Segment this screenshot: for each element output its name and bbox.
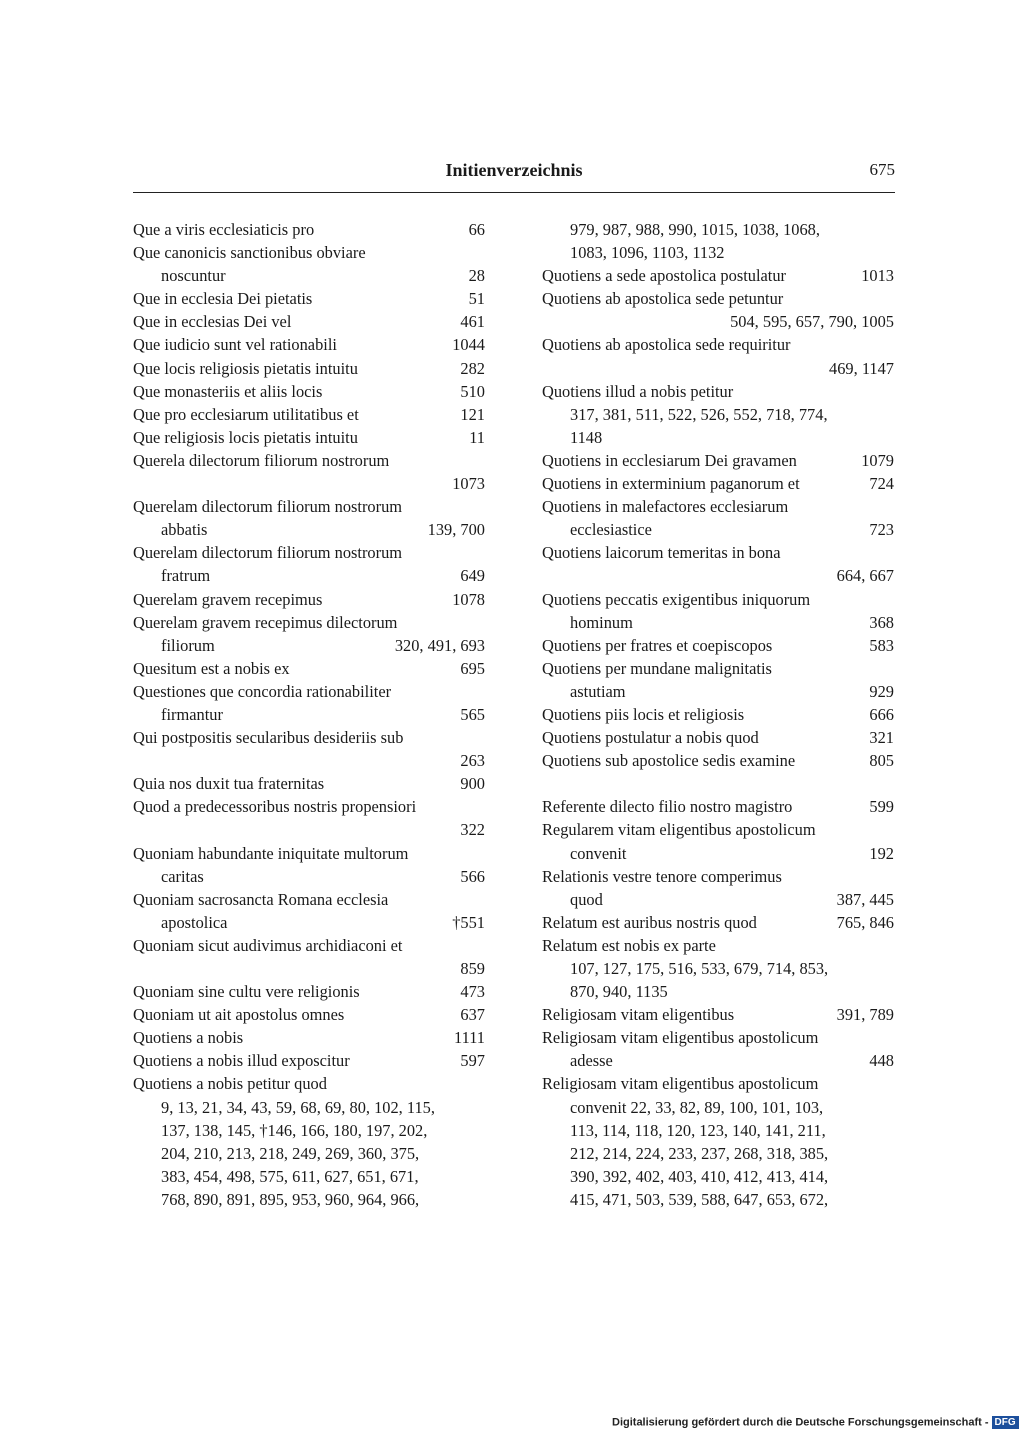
charter-number-list-line: 768, 890, 891, 895, 953, 960, 964, 966, xyxy=(161,1189,420,1209)
incipit-text: Quotiens illud a nobis petitur xyxy=(542,381,734,401)
entry-continuation-line xyxy=(133,865,485,888)
charter-number-list-line: 204, 210, 213, 218, 249, 269, 360, 375, xyxy=(161,1143,420,1163)
index-entry xyxy=(133,934,485,980)
section-gap xyxy=(542,772,894,795)
index-entry xyxy=(133,1003,485,1026)
incipit-text: Quotiens piis locis et religiosis xyxy=(542,704,745,724)
entry-first-line xyxy=(133,888,485,911)
charter-number: 1111 xyxy=(448,1026,485,1049)
index-entry xyxy=(542,634,894,657)
entry-first-line xyxy=(542,818,894,841)
entry-continuation-line xyxy=(133,518,485,541)
index-entry xyxy=(133,1072,485,1211)
incipit-text: Referente dilecto filio nostro magistro xyxy=(542,797,793,817)
charter-number: 1079 xyxy=(855,449,894,472)
entry-first-line xyxy=(133,310,485,333)
index-entry xyxy=(133,495,485,541)
entry-continuation-line xyxy=(542,888,894,911)
entry-first-line xyxy=(133,657,485,680)
entry-continuation-line xyxy=(133,264,485,287)
incipit-continuation: filiorum xyxy=(161,635,215,655)
incipit-text: Que a viris ecclesiaticis pro xyxy=(133,220,315,239)
charter-number-list-line: 317, 381, 511, 522, 526, 552, 718, 774, xyxy=(570,404,828,424)
entry-first-line xyxy=(133,541,485,564)
index-entry xyxy=(133,795,485,841)
entry-continuation-line xyxy=(542,680,894,703)
index-entry xyxy=(133,1049,485,1072)
index-entry xyxy=(542,380,894,449)
index-entry xyxy=(133,888,485,934)
index-entry xyxy=(133,726,485,772)
entry-first-line xyxy=(133,287,485,310)
index-entry xyxy=(133,842,485,888)
entry-first-line xyxy=(542,657,894,680)
charter-numbers-right: 1073 xyxy=(452,474,485,494)
incipit-continuation: caritas xyxy=(161,866,204,886)
charter-number: 11 xyxy=(463,426,485,449)
dfg-logo: DFG xyxy=(992,1416,1019,1429)
index-entry xyxy=(542,588,894,634)
incipit-text: Que religiosis locis pietatis intuitu xyxy=(133,427,358,447)
charter-number: 723 xyxy=(863,518,894,541)
charter-number-list-line: 107, 127, 175, 516, 533, 679, 714, 853, xyxy=(570,959,829,978)
index-entry xyxy=(133,657,485,680)
incipit-text: Quesitum est a nobis ex xyxy=(133,658,290,678)
incipit-text: Que iudicio sunt vel rationabili xyxy=(133,335,337,355)
footer-text: Digitalisierung gefördert durch die Deutsche Forschungsgemeinschaft - xyxy=(612,1416,989,1429)
index-entry xyxy=(542,333,894,379)
charter-number: 1078 xyxy=(446,588,485,611)
charter-number-list-line: 415, 471, 503, 539, 588, 647, 653, 672, xyxy=(570,1189,829,1209)
charter-number: 724 xyxy=(863,472,894,495)
index-entry xyxy=(542,495,894,541)
incipit-text: Qui postpositis secularibus desideriis sub xyxy=(133,728,404,748)
charter-numbers-right: 263 xyxy=(460,751,485,771)
incipit-text: Quotiens per mundane malignitatis xyxy=(542,658,772,678)
charter-number: †551 xyxy=(446,911,485,934)
index-entry xyxy=(542,934,894,1003)
incipit-text: Que pro ecclesiarum utilitatibus et xyxy=(133,404,359,424)
incipit-text: Relatum est nobis ex parte xyxy=(542,935,716,955)
charter-numbers-right: 469, 1147 xyxy=(829,358,894,378)
index-entry xyxy=(133,541,485,587)
incipit-continuation: noscuntur xyxy=(161,266,226,286)
index-entry xyxy=(133,680,485,726)
entry-first-line xyxy=(542,634,894,657)
charter-number-list-line: 113, 114, 118, 120, 123, 140, 141, 211, xyxy=(570,1120,826,1140)
entry-first-line xyxy=(133,842,485,865)
index-entry xyxy=(542,795,894,818)
incipit-text: Quotiens a nobis xyxy=(133,1028,244,1048)
index-entry xyxy=(542,1072,894,1211)
entry-first-line xyxy=(133,403,485,426)
charter-numbers-right: 504, 595, 657, 790, 1005 xyxy=(730,312,894,332)
entry-first-line xyxy=(133,495,485,518)
entry-first-line xyxy=(542,911,894,934)
incipit-text: Quotiens ab apostolica sede requiritur xyxy=(542,335,791,355)
incipit-continuation: hominum xyxy=(570,612,633,632)
incipit-text: Quotiens per fratres et coepiscopos xyxy=(542,635,773,655)
entry-first-line xyxy=(133,380,485,403)
index-entry xyxy=(542,726,894,749)
charter-number: 51 xyxy=(463,287,485,310)
entry-first-line xyxy=(542,726,894,749)
charter-number: 1044 xyxy=(446,333,485,356)
charter-number: 192 xyxy=(863,842,894,865)
charter-number: 649 xyxy=(454,564,485,587)
entry-first-line xyxy=(542,1003,894,1026)
entry-first-line xyxy=(133,772,485,795)
incipit-text: Religiosam vitam eligentibus apostolicum xyxy=(542,1028,819,1048)
index-entry xyxy=(133,611,485,657)
entry-first-line xyxy=(542,795,894,818)
incipit-text: Quotiens a nobis petitur quod xyxy=(133,1074,327,1094)
entry-first-line xyxy=(133,934,485,957)
page-title: Initienverzeichnis xyxy=(445,160,583,180)
incipit-continuation: quod xyxy=(570,889,603,909)
incipit-continuation: fratrum xyxy=(161,566,211,586)
incipit-text: Que canonicis sanctionibus obviare xyxy=(133,243,366,263)
incipit-continuation: firmantur xyxy=(161,704,223,724)
entry-first-line xyxy=(542,1072,894,1095)
entry-first-line xyxy=(542,264,894,287)
index-entry xyxy=(133,241,485,287)
incipit-text: Quoniam sine cultu vere religionis xyxy=(133,982,360,1002)
charter-number-list-line: 1148 xyxy=(570,427,603,447)
incipit-text: Quoniam habundante iniquitate multorum xyxy=(133,843,409,863)
entry-first-line xyxy=(542,934,894,957)
incipit-text: Quotiens in exterminium paganorum et xyxy=(542,474,800,494)
index-entry xyxy=(542,911,894,934)
entry-continuation-line xyxy=(542,1049,894,1072)
incipit-text: Relationis vestre tenore comperimus xyxy=(542,866,782,886)
index-entry xyxy=(542,449,894,472)
index-entry xyxy=(542,218,894,264)
incipit-text: Quotiens a nobis illud exposcitur xyxy=(133,1051,350,1071)
entry-first-line xyxy=(542,1026,894,1049)
index-entry xyxy=(542,1026,894,1072)
index-entry xyxy=(542,703,894,726)
charter-number: 282 xyxy=(454,357,485,380)
incipit-continuation: apostolica xyxy=(161,912,228,932)
charter-number: 321 xyxy=(863,726,894,749)
entry-first-line xyxy=(542,449,894,472)
entry-first-line xyxy=(542,495,894,518)
charter-number: 637 xyxy=(454,1003,485,1026)
incipit-continuation: convenit xyxy=(570,843,627,863)
incipit-text: Quod a predecessoribus nostris propensiori xyxy=(133,797,417,817)
charter-number: 566 xyxy=(454,865,485,888)
incipit-text: Quotiens in ecclesiarum Dei gravamen xyxy=(542,450,797,470)
index-entry xyxy=(542,657,894,703)
charter-number-list-line: 870, 940, 1135 xyxy=(570,982,668,1002)
charter-number-list-line: 390, 392, 402, 403, 410, 412, 413, 414, xyxy=(570,1166,829,1186)
entry-continuation-line xyxy=(133,634,485,657)
index-entry xyxy=(133,772,485,795)
entry-first-line xyxy=(133,588,485,611)
index-entry xyxy=(542,749,894,772)
charter-number-list-line: convenit 22, 33, 82, 89, 100, 101, 103, xyxy=(570,1097,824,1117)
charter-number: 320, 491, 693 xyxy=(389,634,485,657)
incipit-text: Quotiens peccatis exigentibus iniquorum xyxy=(542,589,811,609)
charter-number-list-line: 212, 214, 224, 233, 237, 268, 318, 385, xyxy=(570,1143,829,1163)
index-entry xyxy=(133,1026,485,1049)
index-entry xyxy=(542,287,894,333)
charter-number: 28 xyxy=(463,264,485,287)
entry-first-line xyxy=(542,380,894,403)
charter-number: 473 xyxy=(454,980,485,1003)
incipit-text: Regularem vitam eligentibus apostolicum xyxy=(542,820,816,840)
index-entry xyxy=(133,426,485,449)
charter-number: 900 xyxy=(454,772,485,795)
entry-first-line xyxy=(133,1049,485,1072)
incipit-text: Quoniam sacrosancta Romana ecclesia xyxy=(133,889,389,909)
index-entry xyxy=(542,818,894,864)
incipit-continuation: abbatis xyxy=(161,520,208,540)
charter-number: 139, 700 xyxy=(422,518,485,541)
entry-first-line xyxy=(133,1003,485,1026)
entry-first-line xyxy=(542,541,894,564)
entry-continuation-line xyxy=(133,911,485,934)
entry-first-line xyxy=(133,795,485,818)
charter-number-list-line: 383, 454, 498, 575, 611, 627, 651, 671, xyxy=(161,1166,419,1186)
index-entry xyxy=(133,287,485,310)
incipit-text: Quotiens in malefactores ecclesiarum xyxy=(542,497,789,517)
incipit-text: Que locis religiosis pietatis intuitu xyxy=(133,358,358,378)
index-entry xyxy=(542,1003,894,1026)
entry-first-line xyxy=(133,218,485,241)
entry-first-line xyxy=(542,472,894,495)
entry-first-line xyxy=(133,980,485,1003)
entry-first-line xyxy=(542,588,894,611)
incipit-text: Quotiens postulatur a nobis quod xyxy=(542,728,759,748)
index-entry xyxy=(133,403,485,426)
entry-continuation-line xyxy=(542,611,894,634)
entry-first-line xyxy=(133,726,485,749)
index-entry xyxy=(133,380,485,403)
charter-number: 929 xyxy=(863,680,894,703)
charter-number: 368 xyxy=(863,611,894,634)
charter-number: 583 xyxy=(863,634,894,657)
entry-first-line xyxy=(133,426,485,449)
entry-continuation-line xyxy=(133,564,485,587)
charter-number: 121 xyxy=(454,403,485,426)
incipit-text: Quoniam sicut audivimus archidiaconi et xyxy=(133,935,403,955)
index-entry xyxy=(133,980,485,1003)
entry-first-line xyxy=(133,449,485,472)
charter-number-list-line: 979, 987, 988, 990, 1015, 1038, 1068, xyxy=(570,220,820,239)
incipit-continuation: astutiam xyxy=(570,681,626,701)
incipit-text: Querelam gravem recepimus dilectorum xyxy=(133,612,398,632)
charter-number-list-line: 137, 138, 145, †146, 166, 180, 197, 202, xyxy=(161,1120,428,1140)
incipit-text: Querela dilectorum filiorum nostrorum xyxy=(133,450,390,470)
incipit-text: Que in ecclesia Dei pietatis xyxy=(133,289,313,309)
incipit-continuation: ecclesiastice xyxy=(570,520,652,540)
charter-numbers-right: 322 xyxy=(460,820,485,840)
incipit-text: Quia nos duxit tua fraternitas xyxy=(133,774,325,794)
incipit-text: Religiosam vitam eligentibus xyxy=(542,1005,735,1025)
index-entry xyxy=(542,865,894,911)
charter-numbers-right: 664, 667 xyxy=(836,566,894,586)
incipit-continuation: adesse xyxy=(570,1051,613,1071)
index-entry xyxy=(133,333,485,356)
entry-continuation-line xyxy=(133,703,485,726)
entry-first-line xyxy=(542,333,894,356)
incipit-text: Quotiens laicorum temeritas in bona xyxy=(542,543,781,563)
incipit-text: Questiones que concordia rationabiliter xyxy=(133,681,392,701)
charter-number: 510 xyxy=(454,380,485,403)
incipit-text: Que in ecclesias Dei vel xyxy=(133,312,292,332)
incipit-text: Querelam gravem recepimus xyxy=(133,589,323,609)
charter-number: 1013 xyxy=(855,264,894,287)
index-entry xyxy=(542,472,894,495)
index-entry xyxy=(133,449,485,495)
charter-number: 461 xyxy=(454,310,485,333)
incipit-text: Relatum est auribus nostris quod xyxy=(542,912,757,932)
charter-number: 805 xyxy=(863,749,894,772)
incipit-text: Que monasteriis et aliis locis xyxy=(133,381,323,401)
entry-continuation-line xyxy=(542,518,894,541)
index-entry xyxy=(133,588,485,611)
charter-number: 695 xyxy=(454,657,485,680)
entry-first-line xyxy=(133,1072,485,1095)
incipit-text: Religiosam vitam eligentibus apostolicum xyxy=(542,1074,819,1094)
incipit-text: Quoniam ut ait apostolus omnes xyxy=(133,1005,345,1025)
incipit-text: Quotiens sub apostolice sedis examine xyxy=(542,751,796,771)
entry-first-line xyxy=(133,1026,485,1049)
charter-number: 448 xyxy=(863,1049,894,1072)
incipit-text: Querelam dilectorum filiorum nostrorum xyxy=(133,543,403,563)
page-number: 675 xyxy=(869,160,895,179)
index-column-left xyxy=(133,218,485,1211)
charter-number: 666 xyxy=(863,703,894,726)
charter-number: 765, 846 xyxy=(831,911,894,934)
charter-number-list-line: 9, 13, 21, 34, 43, 59, 68, 69, 80, 102, 115, xyxy=(161,1097,435,1117)
entry-first-line xyxy=(133,241,485,264)
index-entry xyxy=(542,264,894,287)
charter-number: 66 xyxy=(463,218,485,241)
entry-first-line xyxy=(133,611,485,634)
footer-credit xyxy=(612,1416,1019,1429)
charter-number: 391, 789 xyxy=(831,1003,894,1026)
entry-first-line xyxy=(133,680,485,703)
index-entry xyxy=(133,357,485,380)
entry-first-line xyxy=(542,287,894,310)
incipit-text: Quotiens a sede apostolica postulatur xyxy=(542,266,786,286)
charter-number: 597 xyxy=(454,1049,485,1072)
entry-first-line xyxy=(542,749,894,772)
index-entry xyxy=(133,218,485,241)
entry-first-line xyxy=(133,357,485,380)
charter-number-list-line: 1083, 1096, 1103, 1132 xyxy=(570,243,725,263)
entry-first-line xyxy=(133,333,485,356)
index-entry xyxy=(542,541,894,587)
running-header xyxy=(133,160,895,193)
entry-first-line xyxy=(542,703,894,726)
entry-continuation-line xyxy=(542,842,894,865)
incipit-text: Quotiens ab apostolica sede petuntur xyxy=(542,289,784,309)
incipit-text: Querelam dilectorum filiorum nostrorum xyxy=(133,497,403,517)
index-entry xyxy=(133,310,485,333)
index-column-right xyxy=(542,218,894,1211)
charter-number: 387, 445 xyxy=(831,888,894,911)
charter-numbers-right: 859 xyxy=(460,959,485,978)
charter-number: 599 xyxy=(863,795,894,818)
entry-first-line xyxy=(542,865,894,888)
charter-number: 565 xyxy=(454,703,485,726)
